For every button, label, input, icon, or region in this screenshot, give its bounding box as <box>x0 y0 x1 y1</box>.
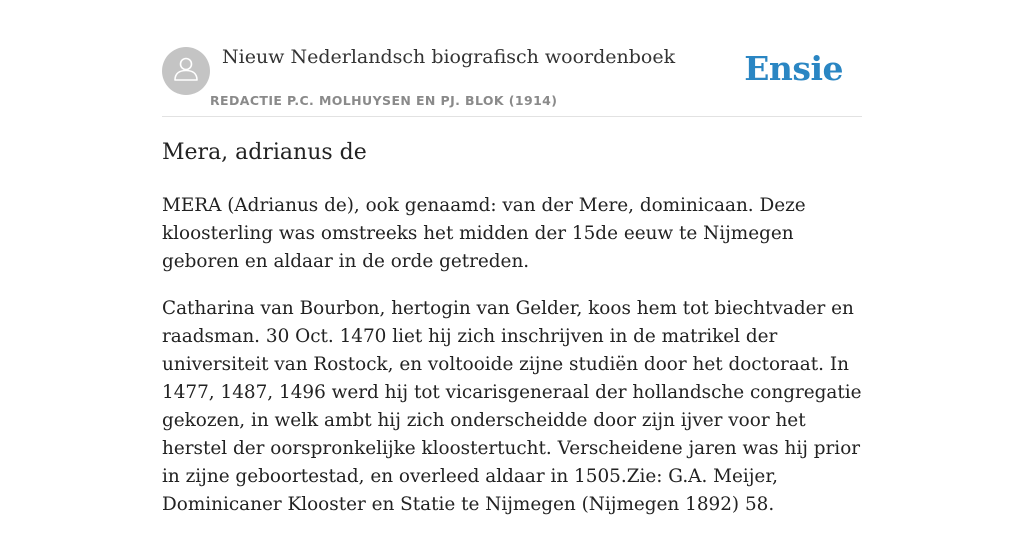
entry-paragraph: Catharina van Bourbon, hertogin van Gelder, koos hem tot biechtvader en raadsman. 30 Oct. 1470 liet hij zich inschrijven in de matrikel der universiteit van Rostock, en voltooide zijne studiën door het doctoraat. In 1477, 1487, 1496 werd hij tot vicarisgeneraal der hollandsche congregatie gekozen, in welk ambt hij zich onderscheidde door zijn ijver voor het herstel der oorspronkelijke kloostertucht. Verscheidene jaren was hij prior in zijne geboortestad, en overleed aldaar in 1505.Zie: G.A. Meijer, Dominicaner Klooster en Statie te Nijmegen (Nijmegen 1892) 58. <box>162 298 862 515</box>
source-header <box>162 46 862 117</box>
person-silhouette-icon <box>171 54 201 88</box>
entry-paragraph: MERA (Adrianus de), ook genaamd: van der Mere, dominicaan. Deze kloosterling was omstreeks het midden der 15de eeuw te Nijmegen geboren en aldaar in de orde getreden. <box>162 195 806 272</box>
source-editors: REDACTIE P.C. MOLHUYSEN EN PJ. BLOK (1914) <box>210 93 558 108</box>
avatar[interactable] <box>162 47 210 95</box>
ensie-logo[interactable]: Ensie <box>744 49 843 88</box>
source-title[interactable]: Nieuw Nederlandsch biografisch woordenboek <box>222 46 676 68</box>
entry-body <box>162 192 862 538</box>
page-title: Mera, adrianus de <box>162 140 367 165</box>
